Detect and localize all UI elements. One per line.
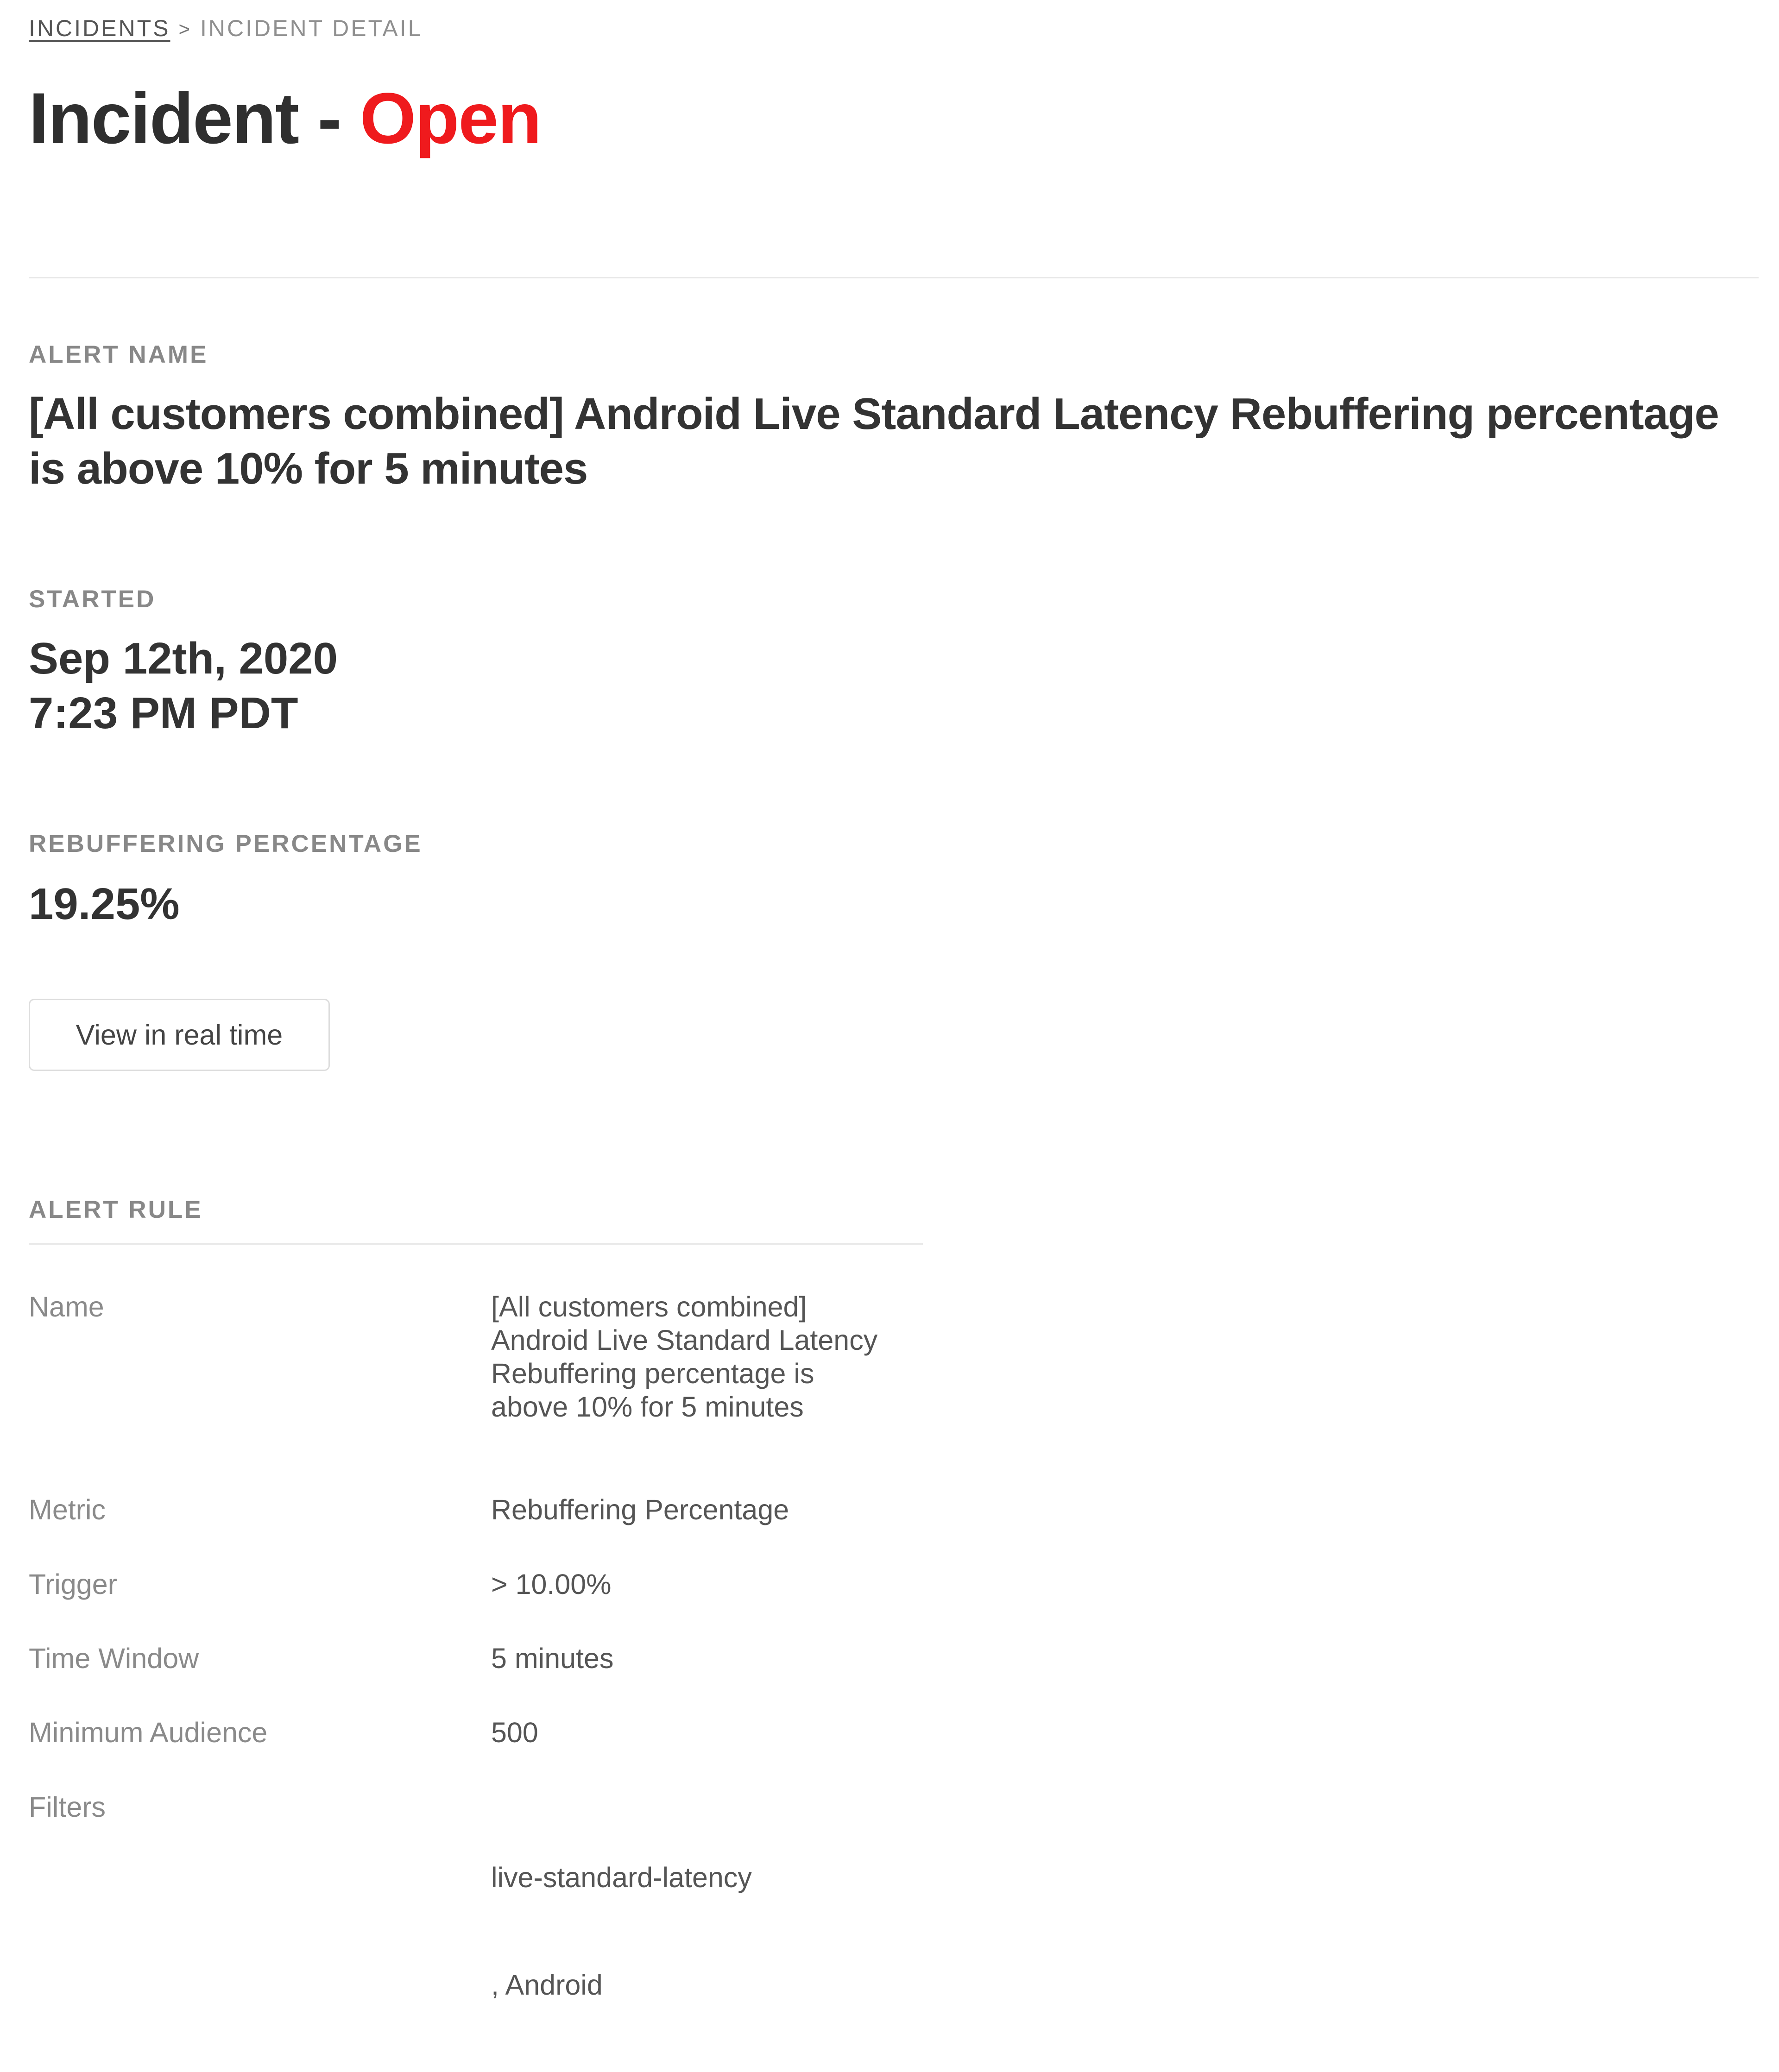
rebuffering-percentage-label: REBUFFERING PERCENTAGE: [29, 830, 423, 857]
rebuffering-percentage-value: 19.25%: [29, 879, 180, 929]
rule-key-minimum-audience: Minimum Audience: [29, 1717, 268, 1748]
rule-key-metric: Metric: [29, 1494, 106, 1525]
breadcrumb: [29, 17, 423, 40]
rule-key-time-window: Time Window: [29, 1643, 199, 1674]
started-label: STARTED: [29, 586, 156, 613]
rule-key-name: Name: [29, 1291, 104, 1323]
rule-key-filters: Filters: [29, 1791, 106, 1823]
view-in-real-time-button[interactable]: View in real time: [29, 999, 330, 1071]
chevron-right-icon: >: [178, 18, 192, 40]
alert-name-value: [All customers combined] Android Live Standard Latency Rebuffering percentage is above 10% for 5 minutes: [29, 389, 1719, 493]
page-title: [29, 78, 541, 159]
breadcrumb-current: INCIDENT DETAIL: [200, 15, 423, 41]
filter-android: , Android: [491, 1969, 603, 2001]
header-divider: [29, 277, 1759, 278]
started-time: 7:23 PM PDT: [29, 688, 298, 738]
rule-value-name: [All customers combined] Android Live Standard Latency Rebuffering percentage is above 10% for 5 minutes: [491, 1291, 886, 1423]
rule-value-filters: [491, 1790, 908, 2072]
filter-live-standard-latency: live-standard-latency: [491, 1862, 752, 1893]
rule-value-trigger: > 10.00%: [491, 1568, 612, 1600]
alert-rule-label: ALERT RULE: [29, 1196, 203, 1223]
rule-value-time-window: 5 minutes: [491, 1643, 614, 1674]
page-title-prefix: Incident -: [29, 78, 360, 159]
started-date: Sep 12th, 2020: [29, 634, 338, 683]
started-value: [29, 631, 338, 741]
rule-value-metric: Rebuffering Percentage: [491, 1494, 789, 1525]
incident-status: Open: [360, 78, 541, 159]
breadcrumb-incidents-link[interactable]: INCIDENTS: [29, 15, 170, 41]
rule-key-trigger: Trigger: [29, 1568, 117, 1600]
alert-name-label: ALERT NAME: [29, 341, 208, 368]
rule-value-minimum-audience: 500: [491, 1717, 538, 1748]
alert-rule-divider: [29, 1243, 923, 1245]
